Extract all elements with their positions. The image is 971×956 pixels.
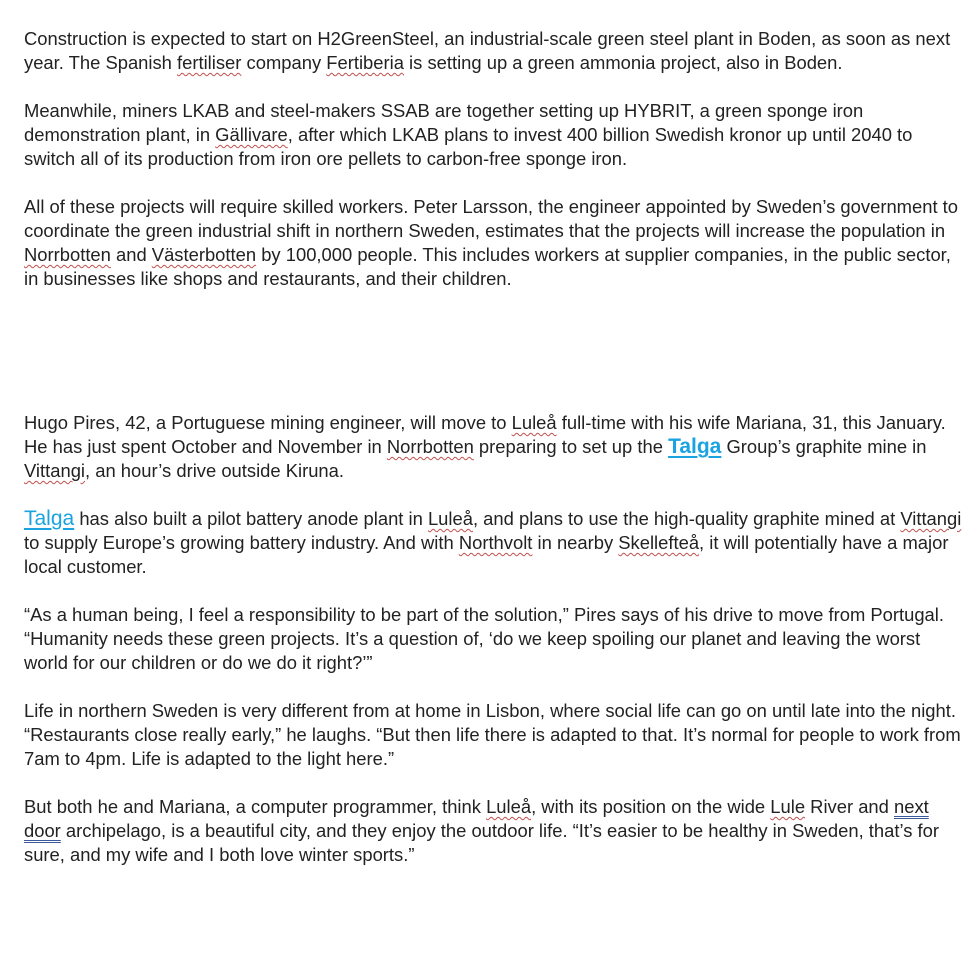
spellcheck-word[interactable]: Gällivare xyxy=(215,124,288,145)
paragraph-p3 xyxy=(24,195,964,291)
text-run: full-time with his wife Mariana, 31, this January. He has just spent October and November in xyxy=(24,412,946,457)
text-run: , after which LKAB plans to invest 400 billion Swedish kronor up until 2040 to switch all of its production from iron ore pellets to carbon-free sponge iron. xyxy=(24,124,913,169)
spellcheck-word[interactable]: Luleå xyxy=(427,508,473,529)
paragraph-p7 xyxy=(24,699,964,771)
text-run: But both he and Mariana, a computer programmer, think xyxy=(24,796,487,817)
text-run: Construction is expected to start on H2GreenSteel, an industrial-scale green steel plant in Boden, as soon as next year. The Spanish xyxy=(24,28,951,73)
paragraph-p2 xyxy=(24,99,964,171)
spellcheck-word[interactable]: Vittangi xyxy=(24,460,86,481)
spellcheck-word[interactable]: Västerbotten xyxy=(151,244,257,265)
text-run: by 100,000 people. This includes workers at supplier companies, in the public sector, in businesses like shops and restaurants, and their children. xyxy=(24,244,951,289)
text-run: company xyxy=(241,52,327,73)
text-run: and xyxy=(110,244,152,265)
blank-space xyxy=(24,315,964,411)
text-run: , and plans to use the high-quality graphite mined at xyxy=(472,508,901,529)
text-run: “As a human being, I feel a responsibility to be part of the solution,” Pires says of his drive to move from Portugal. “Humanity needs these green projects. It’s a question of, ‘do we keep spoiling our planet and leaving the worst world for our children or do we do it right?’” xyxy=(24,604,944,673)
text-run: has also built a pilot battery anode plant in xyxy=(74,508,428,529)
talga-link-2[interactable]: Talga xyxy=(24,507,75,530)
text-run: Hugo Pires, 42, a Portuguese mining engineer, will move to xyxy=(24,412,512,433)
text-run: Meanwhile, miners LKAB and steel-makers SSAB are together setting up HYBRIT, a green sponge iron demonstration plant, in xyxy=(24,100,864,145)
grammar-flagged-text[interactable]: next door xyxy=(24,796,929,841)
document-body xyxy=(24,27,964,891)
text-run: , an hour’s drive outside Kiruna. xyxy=(85,460,345,481)
spellcheck-word[interactable]: Northvolt xyxy=(458,532,533,553)
spellcheck-word[interactable]: Skellefteå xyxy=(618,532,700,553)
talga-link-1[interactable]: Talga xyxy=(668,435,722,458)
text-run: archipelago, is a beautiful city, and they enjoy the outdoor life. “It’s easier to be healthy in Sweden, that’s for sure, and my wife and I both love winter sports.” xyxy=(24,820,939,865)
text-run: , with its position on the wide xyxy=(531,796,771,817)
spellcheck-word[interactable]: Lule xyxy=(770,796,806,817)
spellcheck-word[interactable]: fertiliser xyxy=(177,52,242,73)
text-run: to supply Europe’s growing battery industry. And with xyxy=(24,532,459,553)
text-run: Life in northern Sweden is very different from at home in Lisbon, where social life can go on until late into the night. “Restaurants close really early,” he laughs. “But then life there is adapted to that. It’s normal for people to work from 7am to 4pm. Life is adapted to the light here.” xyxy=(24,700,961,769)
spellcheck-word[interactable]: Luleå xyxy=(486,796,532,817)
text-run: in nearby xyxy=(532,532,619,553)
paragraph-p8 xyxy=(24,795,964,867)
paragraph-p5 xyxy=(24,507,964,579)
paragraph-p4 xyxy=(24,411,964,483)
text-run: Group’s graphite mine in xyxy=(721,436,927,457)
text-run: River and xyxy=(805,796,894,817)
text-run: preparing to set up the xyxy=(473,436,669,457)
spellcheck-word[interactable]: Luleå xyxy=(511,412,557,433)
paragraph-p6 xyxy=(24,603,964,675)
spellcheck-word[interactable]: Vittangi xyxy=(900,508,962,529)
text-run: , it will potentially have a major local customer. xyxy=(24,532,949,577)
spellcheck-word[interactable]: Fertiberia xyxy=(326,52,404,73)
spellcheck-word[interactable]: Norrbotten xyxy=(386,436,474,457)
spellcheck-word[interactable]: Norrbotten xyxy=(24,244,111,265)
text-run: is setting up a green ammonia project, also in Boden. xyxy=(403,52,843,73)
paragraph-p1 xyxy=(24,27,964,75)
text-run: All of these projects will require skilled workers. Peter Larsson, the engineer appointed by Sweden’s government to coordinate the green industrial shift in northern Sweden, estimates that the projects will increase the population in xyxy=(24,196,958,241)
